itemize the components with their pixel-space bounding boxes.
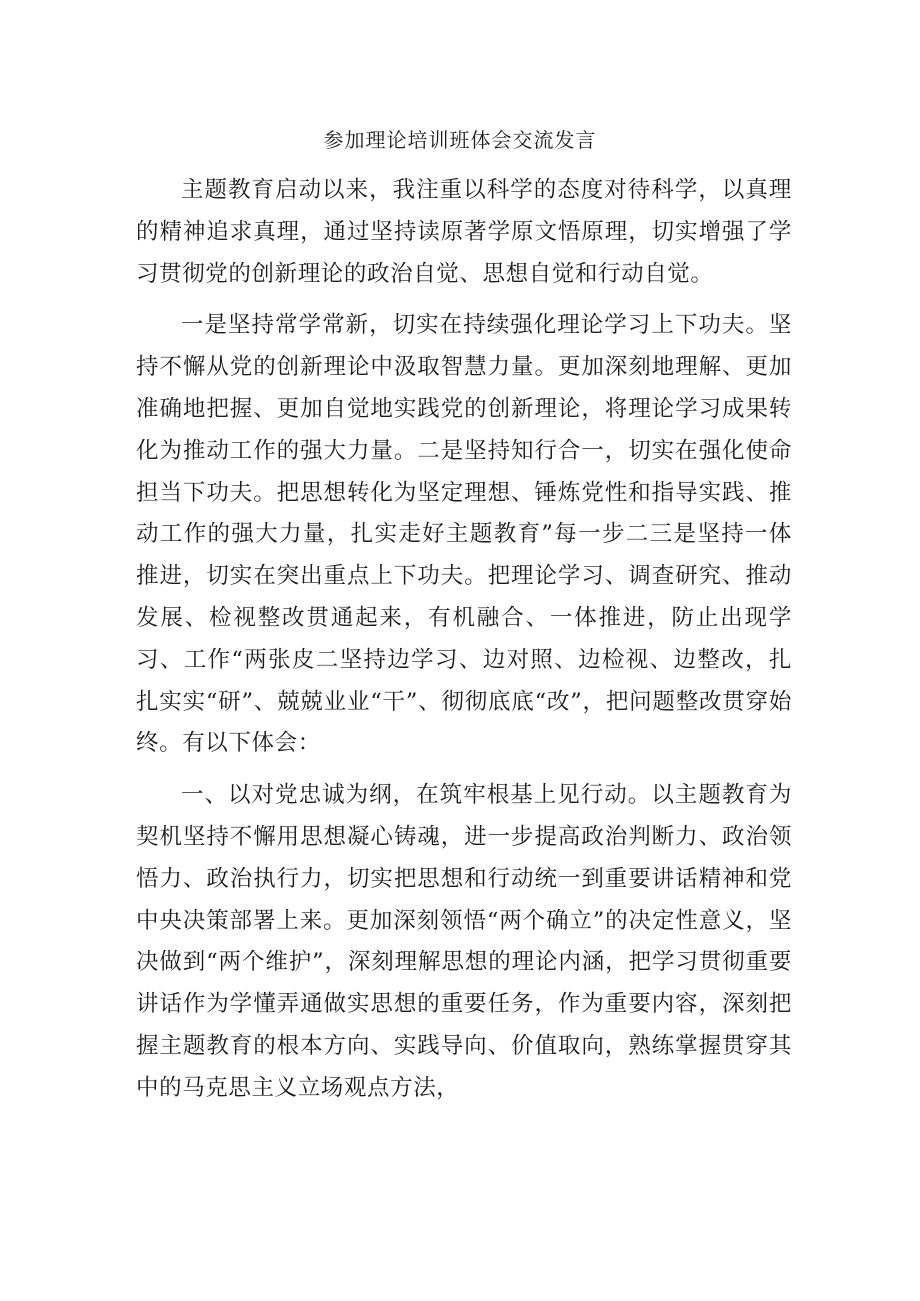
document-body bbox=[136, 170, 792, 1120]
document-title: 参加理论培训班体会交流发言 bbox=[323, 128, 597, 152]
paragraph-practice: 一是坚持常学常新，切实在持续强化理论学习上下功夫。坚持不懈从党的创新理论中汲取智慧力量。更加深刻地理解、更加准确地把握、更加自觉地实践党的创新理论，将理论学习成果转化为推动工作的强大力量。二是坚持知行合一，切实在强化使命担当下功夫。把思想转化为坚定理想、锤炼党性和指导实践、推动工作的强大力量，扎实走好主题教育”每一步二三是坚持一体推进，切实在突出重点上下功夫。把理论学习、调查研究、推动发展、检视整改贯通起来，有机融合、一体推进，防止出现学习、工作“两张皮二坚持边学习、边对照、边检视、边整改，扎扎实实“研”、兢兢业业“干”、彻彻底底“改”，把问题整改贯穿始终。有以下体会： bbox=[136, 312, 792, 757]
paragraph-loyalty: 一、以对党忠诚为纲，在筑牢根基上见行动。以主题教育为契机坚持不懈用思想凝心铸魂，进一步提高政治判断力、政治领悟力、政治执行力，切实把思想和行动统一到重要讲话精神和党中央决策部署上来。更加深刻领悟“两个确立”的决定性意义，坚决做到“两个维护”，深刻理解思想的理论内涵，把学习贯彻重要讲话作为学懂弄通做实思想的重要任务，作为重要内容，深刻把握主题教育的根本方向、实践导向、价值取向，熟练掌握贯穿其中的马克思主义立场观点方法， bbox=[136, 782, 792, 1101]
paragraph-intro: 主题教育启动以来，我注重以科学的态度对待科学，以真理的精神追求真理，通过坚持读原著学原文悟原理，切实增强了学习贯彻党的创新理论的政治自觉、思想自觉和行动自觉。 bbox=[136, 177, 792, 287]
